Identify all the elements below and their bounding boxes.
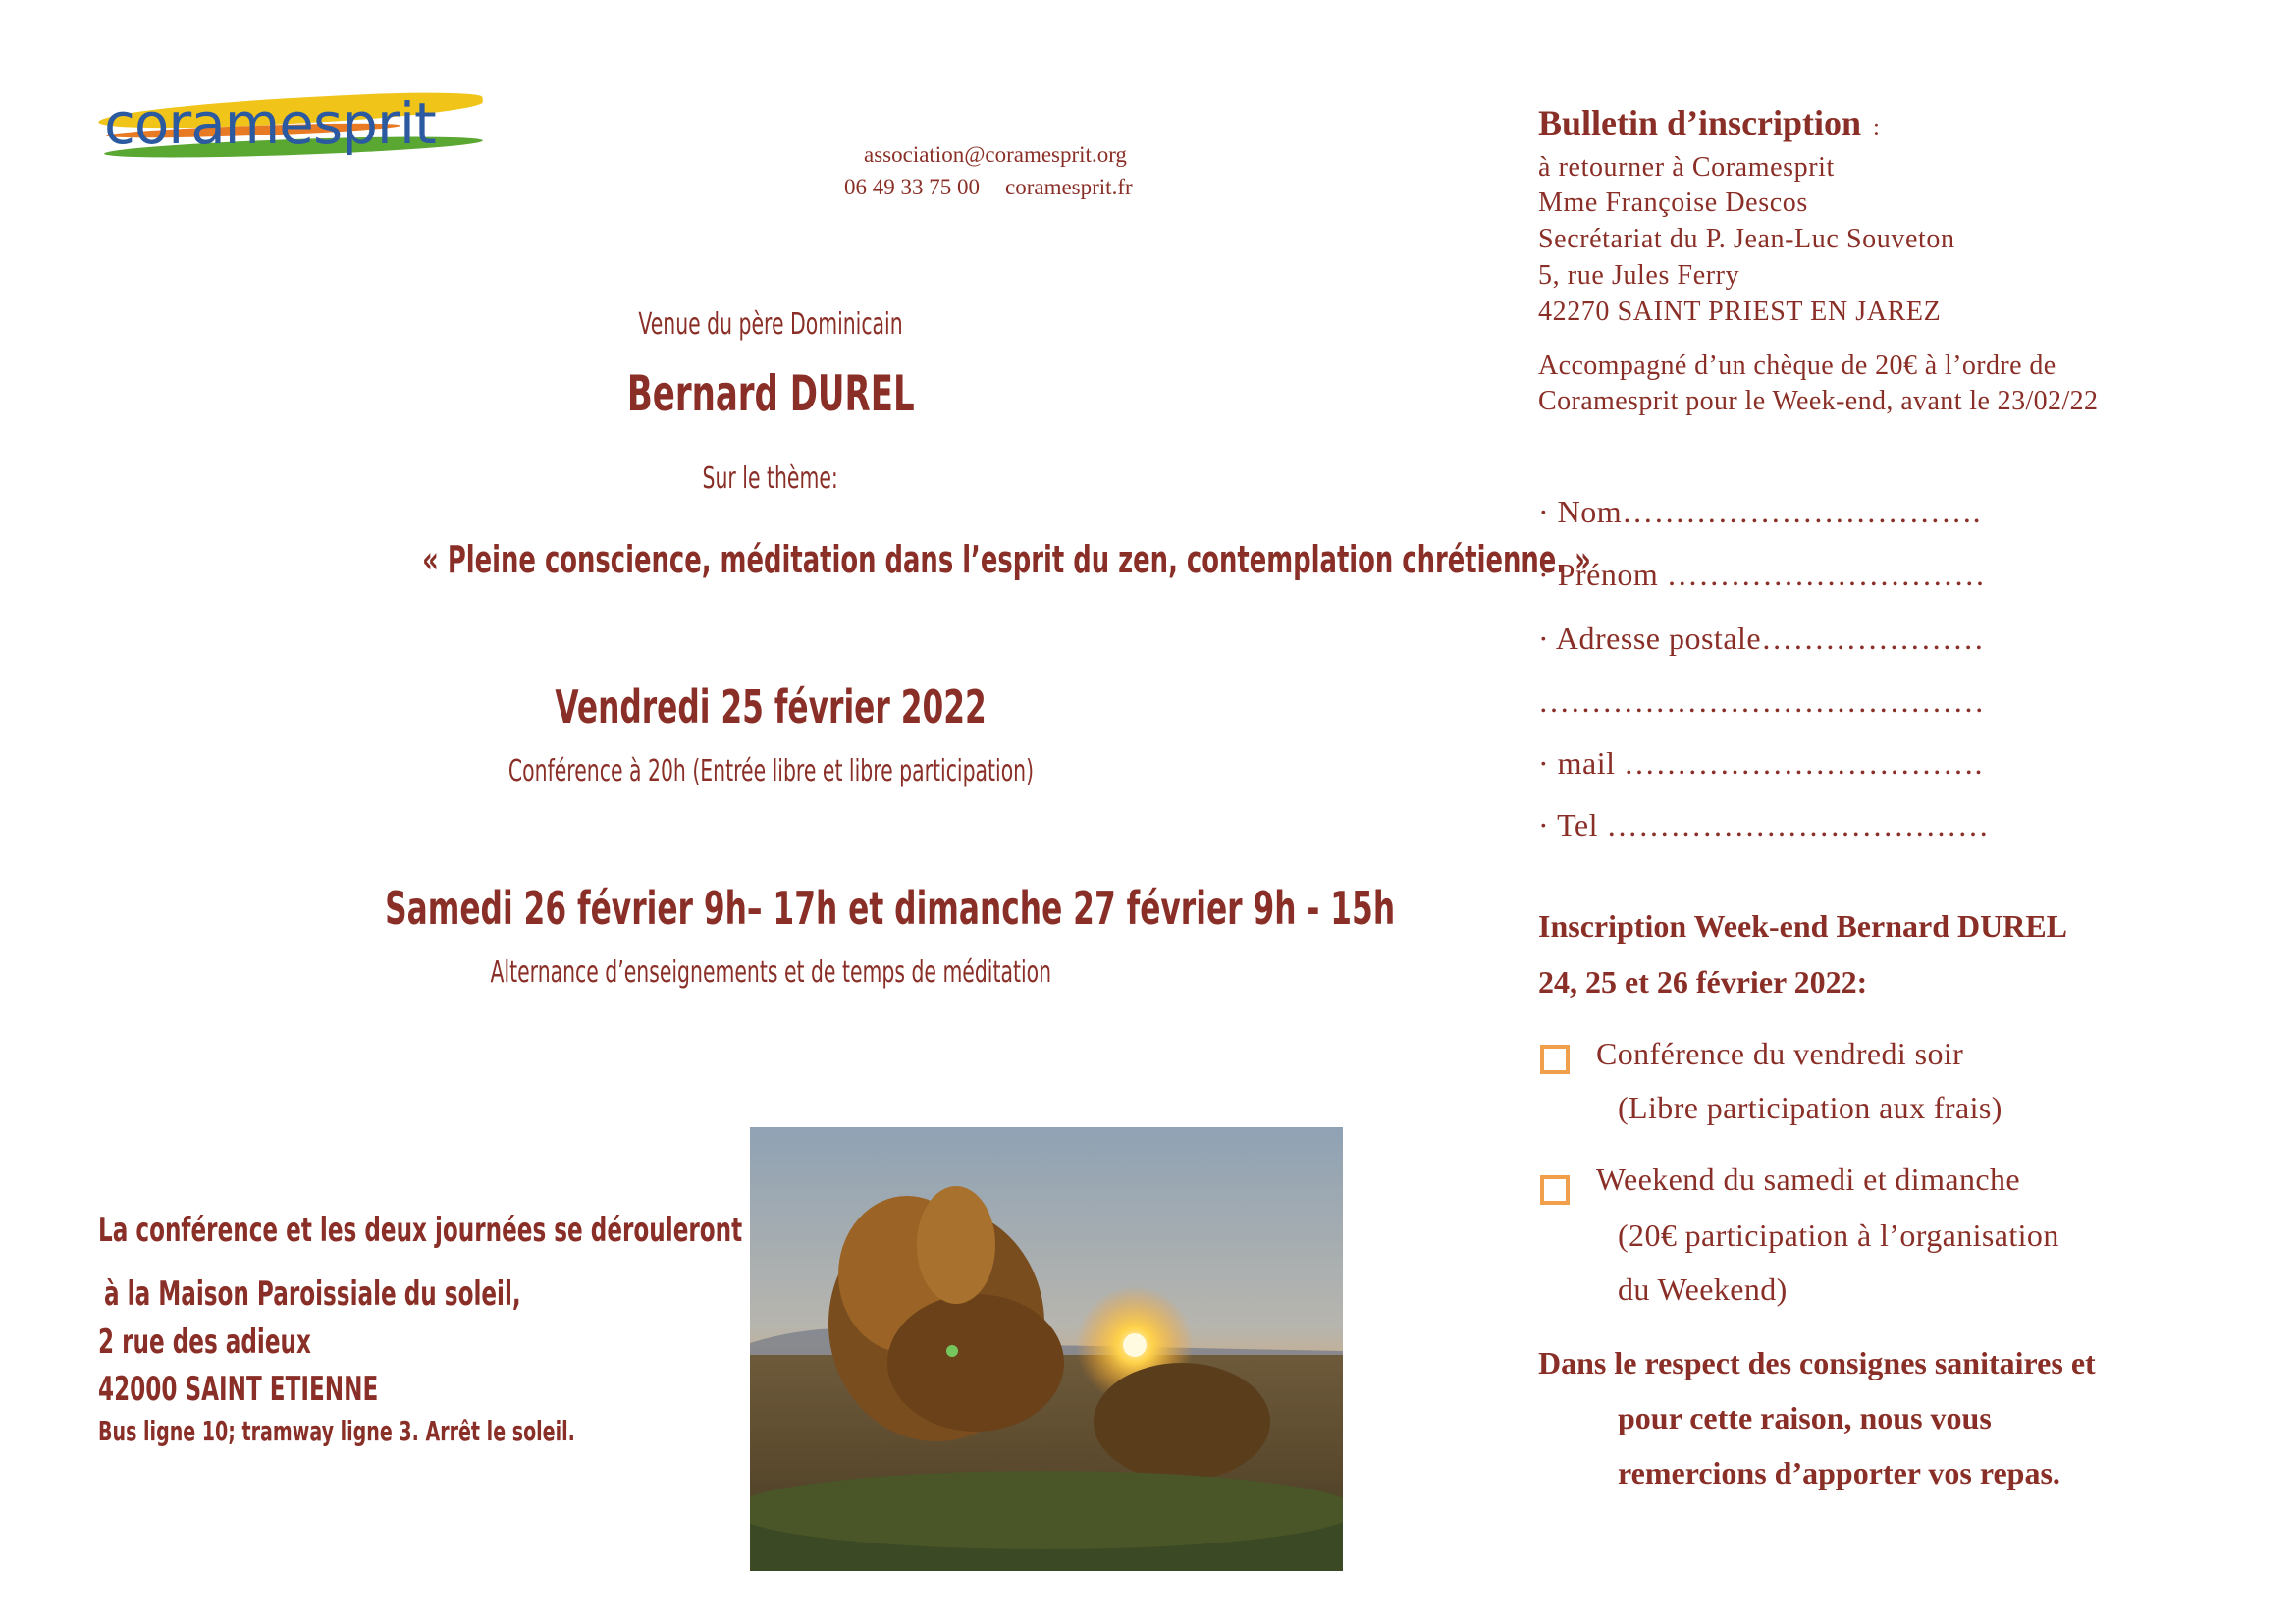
location-intro: La conférence et les deux journées se dérouleront xyxy=(98,1211,743,1250)
address-line: Mme Françoise Descos xyxy=(1538,188,1808,218)
theme-label-wrap xyxy=(147,461,1394,496)
checkbox-conference[interactable] xyxy=(1540,1045,1570,1074)
location-transport: Bus ligne 10; tramway ligne 3. Arrêt le soleil. xyxy=(98,1415,575,1447)
date-friday-wrap xyxy=(147,680,1394,733)
theme-title-wrap xyxy=(147,538,1591,582)
theme-label: Sur le thème: xyxy=(702,461,839,496)
contact-email[interactable]: association@coramesprit.org xyxy=(864,142,1127,167)
date-weekend-wrap xyxy=(147,882,1394,935)
date-weekend-detail: Alternance d’enseignements et de temps de méditation xyxy=(490,955,1051,990)
field-mail[interactable]: · mail ……………………………. xyxy=(1538,745,1984,781)
theme-title: « Pleine conscience, méditation dans l’esprit du zen, contemplation chrétienne. » xyxy=(422,538,1591,581)
option-weekend-detail: (20€ participation à l’organisation xyxy=(1618,1218,2059,1253)
field-adresse[interactable]: · Adresse postale………………… xyxy=(1538,621,1985,656)
field-prenom[interactable]: · Prénom ………………………… xyxy=(1538,557,1986,592)
checkbox-weekend[interactable] xyxy=(1540,1175,1570,1205)
location-line-1: à la Maison Paroissiale du soleil, xyxy=(104,1274,521,1314)
sanitary-note-2: pour cette raison, nous vous xyxy=(1618,1400,1992,1435)
address-line: 5, rue Jules Ferry xyxy=(1538,260,1740,291)
sunset-photo xyxy=(750,1127,1343,1571)
form-title-colon: : xyxy=(1873,115,1880,140)
date-friday-detail-wrap xyxy=(147,754,1394,788)
logo-wordmark: coramesprit xyxy=(104,90,436,157)
field-adresse-continued[interactable]: …………………………………… xyxy=(1538,683,1985,719)
form-title-text: Bulletin d’inscription xyxy=(1538,103,1862,142)
inscription-dates: 24, 25 et 26 février 2022: xyxy=(1538,964,1868,1000)
cheque-line-1: Accompagné d’un chèque de 20€ à l’ordre de xyxy=(1538,351,2056,381)
sanitary-note-1: Dans le respect des consignes sanitaires et xyxy=(1538,1345,2096,1380)
option-weekend-detail-2: du Weekend) xyxy=(1618,1272,1788,1307)
cheque-line-2: Coramesprit pour le Week-end, avant le 23/02/22 xyxy=(1538,386,2099,416)
option-weekend-label: Weekend du samedi et dimanche xyxy=(1596,1162,2020,1197)
coramesprit-logo xyxy=(96,90,489,169)
contact-line xyxy=(844,175,1133,200)
contact-phone: 06 49 33 75 00 xyxy=(844,175,980,199)
date-weekend-detail-wrap xyxy=(147,955,1394,990)
option-conference-detail: (Libre participation aux frais) xyxy=(1618,1090,2002,1125)
date-friday-detail: Conférence à 20h (Entrée libre et libre participation) xyxy=(507,754,1034,788)
form-title xyxy=(1538,102,1880,143)
address-line: à retourner à Coramesprit xyxy=(1538,152,1835,183)
address-line: Secrétariat du P. Jean-Luc Souveton xyxy=(1538,224,1955,254)
date-friday: Vendredi 25 février 2022 xyxy=(555,680,987,733)
venue-line: Venue du père Dominicain xyxy=(638,307,903,342)
option-conference-label: Conférence du vendredi soir xyxy=(1596,1036,1964,1071)
venue-line-wrap xyxy=(147,307,1394,342)
speaker-name: Bernard DUREL xyxy=(626,365,915,422)
location-line-3: 42000 SAINT ETIENNE xyxy=(98,1370,379,1409)
date-weekend: Samedi 26 février 9h– 17h et dimanche 27 février 9h - 15h xyxy=(385,882,1396,935)
contact-website[interactable]: coramesprit.fr xyxy=(1005,175,1133,199)
location-line-2: 2 rue des adieux xyxy=(98,1323,311,1362)
speaker-name-wrap xyxy=(147,365,1394,422)
inscription-heading: Inscription Week-end Bernard DUREL xyxy=(1538,908,2068,944)
field-tel[interactable]: · Tel ……………………………… xyxy=(1538,807,1990,842)
sanitary-note-3: remercions d’apporter vos repas. xyxy=(1618,1455,2060,1490)
address-line: 42270 SAINT PRIEST EN JAREZ xyxy=(1538,297,1942,327)
field-nom[interactable]: · Nom……………………………. xyxy=(1538,494,1982,529)
